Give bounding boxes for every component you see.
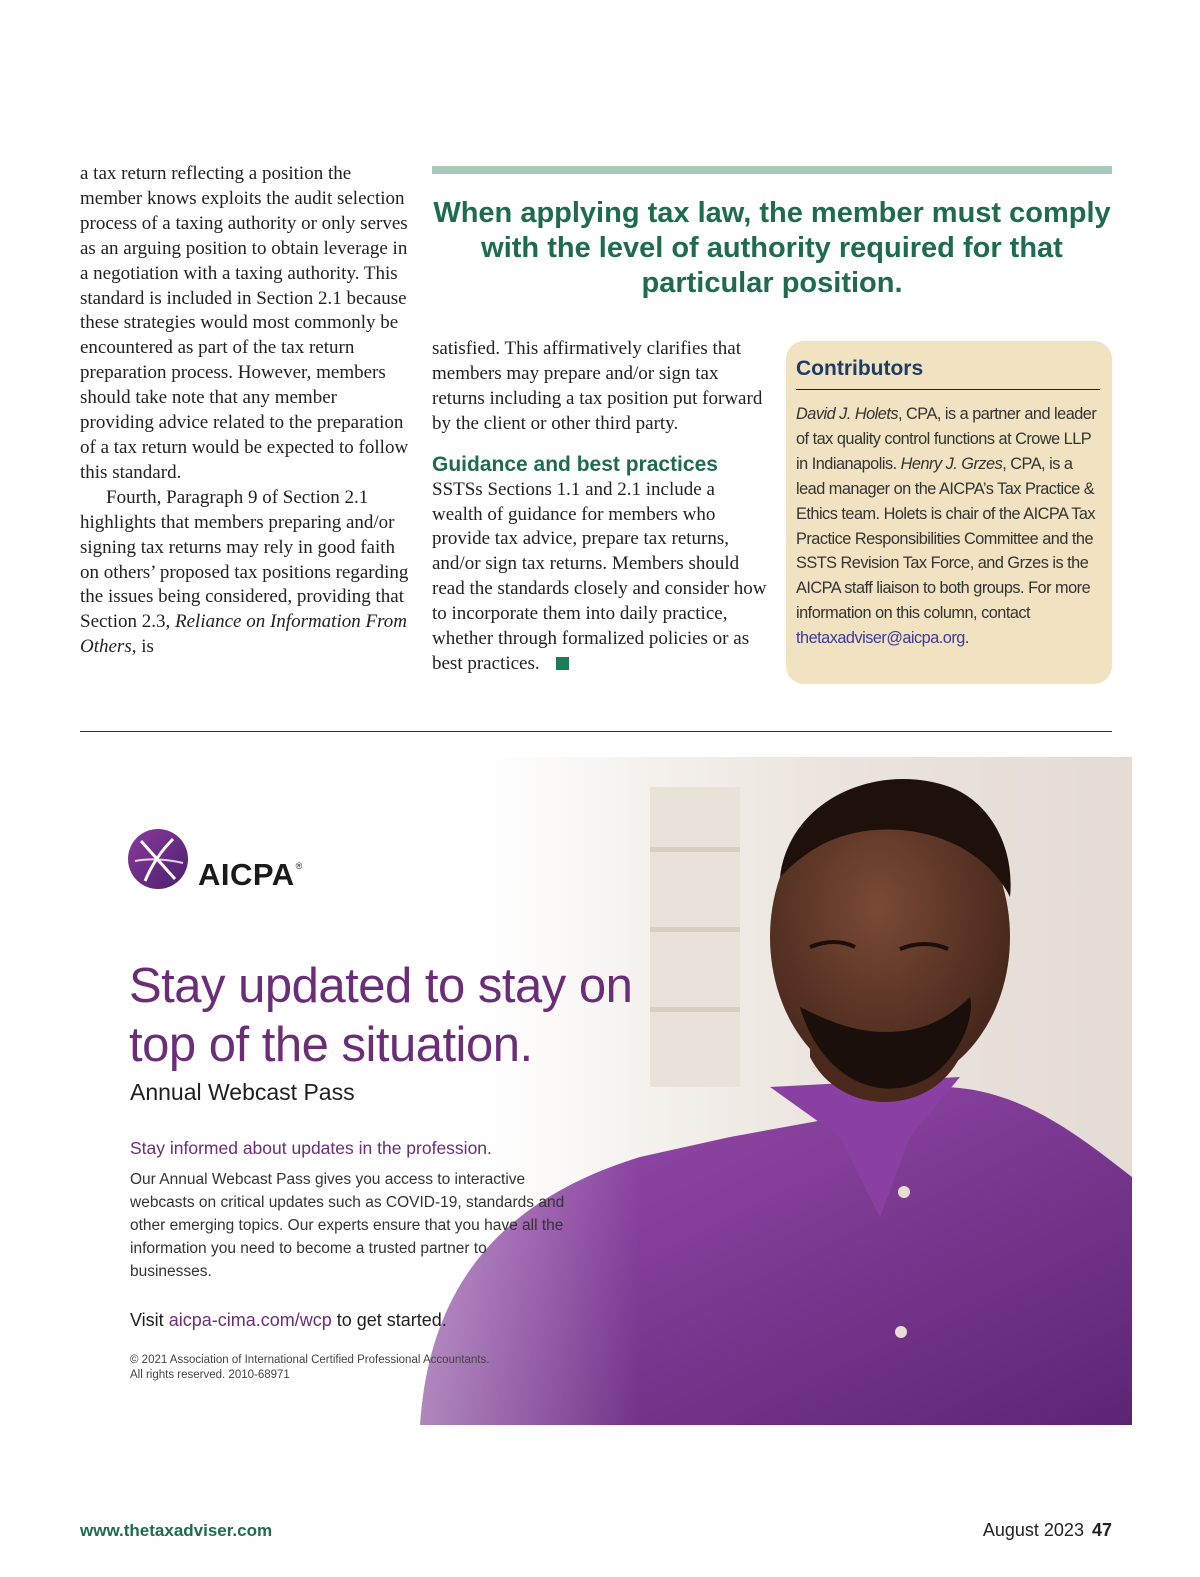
- aicpa-wordmark: AICPA: [198, 857, 295, 892]
- column2-paragraph-1: satisfied. This affirmatively clarifies that members may prepare and/or sign tax returns including a tax position put forward by the client or other third party.: [432, 338, 763, 434]
- article-column-1: [80, 162, 410, 660]
- pull-quote: When applying tax law, the member must comply with the level of authority required for that particular position.: [433, 197, 1111, 299]
- column1-paragraph-2: [80, 486, 410, 660]
- contributors-bio: [796, 402, 1100, 651]
- contributor-bio-end: .: [964, 629, 969, 648]
- aicpa-registered-mark: ®: [295, 861, 303, 871]
- footer-date: August 2023: [982, 1520, 1084, 1540]
- ad-copyright: [130, 1353, 590, 1383]
- column2-paragraph-2: [432, 478, 768, 677]
- column1-paragraph-2-text: Fourth, Paragraph 9 of Section 2.1 highlights that members preparing and/or signing tax returns may rely in good faith on others’ proposed tax positions regarding the issues being considered, providing that Section 2.3,: [80, 486, 409, 633]
- ad-copyright-line-1: © 2021 Association of International Certified Professional Accountants.: [130, 1354, 490, 1366]
- contributors-title: Contributors: [796, 355, 1100, 390]
- page-number: 47: [1091, 1520, 1112, 1540]
- ad-subheadline: Annual Webcast Pass: [130, 1079, 355, 1105]
- aicpa-advertisement: [80, 757, 1132, 1425]
- section-divider: [80, 731, 1112, 732]
- column1-paragraph-1: a tax return reflecting a position the member knows exploits the audit selection process of a taxing authority or only serves as an arguing position to obtain leverage in a negotiation with a taxing authority. This standard is included in Section 2.1 because these strategies would most commonly be encountered as part of the tax return preparation process. However, members should take note that any member providing advice related to the preparation of a tax return would be expected to follow this standard.: [80, 163, 409, 483]
- column2-paragraph-2-text: SSTSs Sections 1.1 and 2.1 include a wealth of guidance for members who provide tax advice, prepare tax returns, and/or sign tax returns. Members should read the standards closely and consider how to incorporate them into daily practice, whether through formalized policies or as best practices.: [432, 478, 767, 674]
- ad-lead-text: Stay informed about updates in the profession.: [130, 1138, 492, 1158]
- article-column-2: [432, 337, 768, 677]
- aicpa-logo-text: [198, 857, 303, 893]
- column1-section-title: Reliance on Information From Others: [80, 611, 408, 658]
- end-of-article-icon: [556, 657, 569, 670]
- section-heading: Guidance and best practices: [432, 452, 718, 476]
- contributors-box: [786, 341, 1112, 684]
- ad-visit-suffix: to get started.: [331, 1310, 447, 1330]
- contributor-bio-1: , CPA, is a partner and leader of tax quality control functions at Crowe LLP in Indianapolis.: [796, 405, 1097, 473]
- ad-call-to-action: [130, 1310, 447, 1331]
- contributor-name-2: Henry J. Grzes: [900, 454, 1003, 473]
- ad-visit-prefix: Visit: [130, 1310, 169, 1330]
- footer-issue: [983, 1520, 1112, 1541]
- contributors-email-link[interactable]: thetaxadviser@aicpa.org: [796, 629, 965, 648]
- column1-paragraph-2-end: , is: [131, 636, 154, 658]
- ad-body-text: Our Annual Webcast Pass gives you access to interactive webcasts on critical updates such as COVID-19, standards and other emerging topics. Our experts ensure that you have all the information you need to become a trusted partner to businesses.: [130, 1171, 565, 1280]
- footer-website[interactable]: www.thetaxadviser.com: [80, 1521, 273, 1540]
- contributor-bio-2: , CPA, is a lead manager on the AICPA’s Tax Practice & Ethics team. Holets is chair of the AICPA Tax Practice Responsibilities Committee and the SSTS Revision Tax Force, and Grzes is the AICPA staff liaison to both groups. For more information on this column, contact: [796, 454, 1096, 623]
- pull-quote-rule: [432, 166, 1112, 174]
- contributor-name-1: David J. Holets: [796, 405, 898, 423]
- ad-headline: Stay updated to stay on top of the situation.: [129, 959, 633, 1072]
- ad-url-link[interactable]: aicpa-cima.com/wcp: [168, 1310, 332, 1330]
- ad-copyright-line-2: All rights reserved. 2010-68971: [130, 1369, 290, 1381]
